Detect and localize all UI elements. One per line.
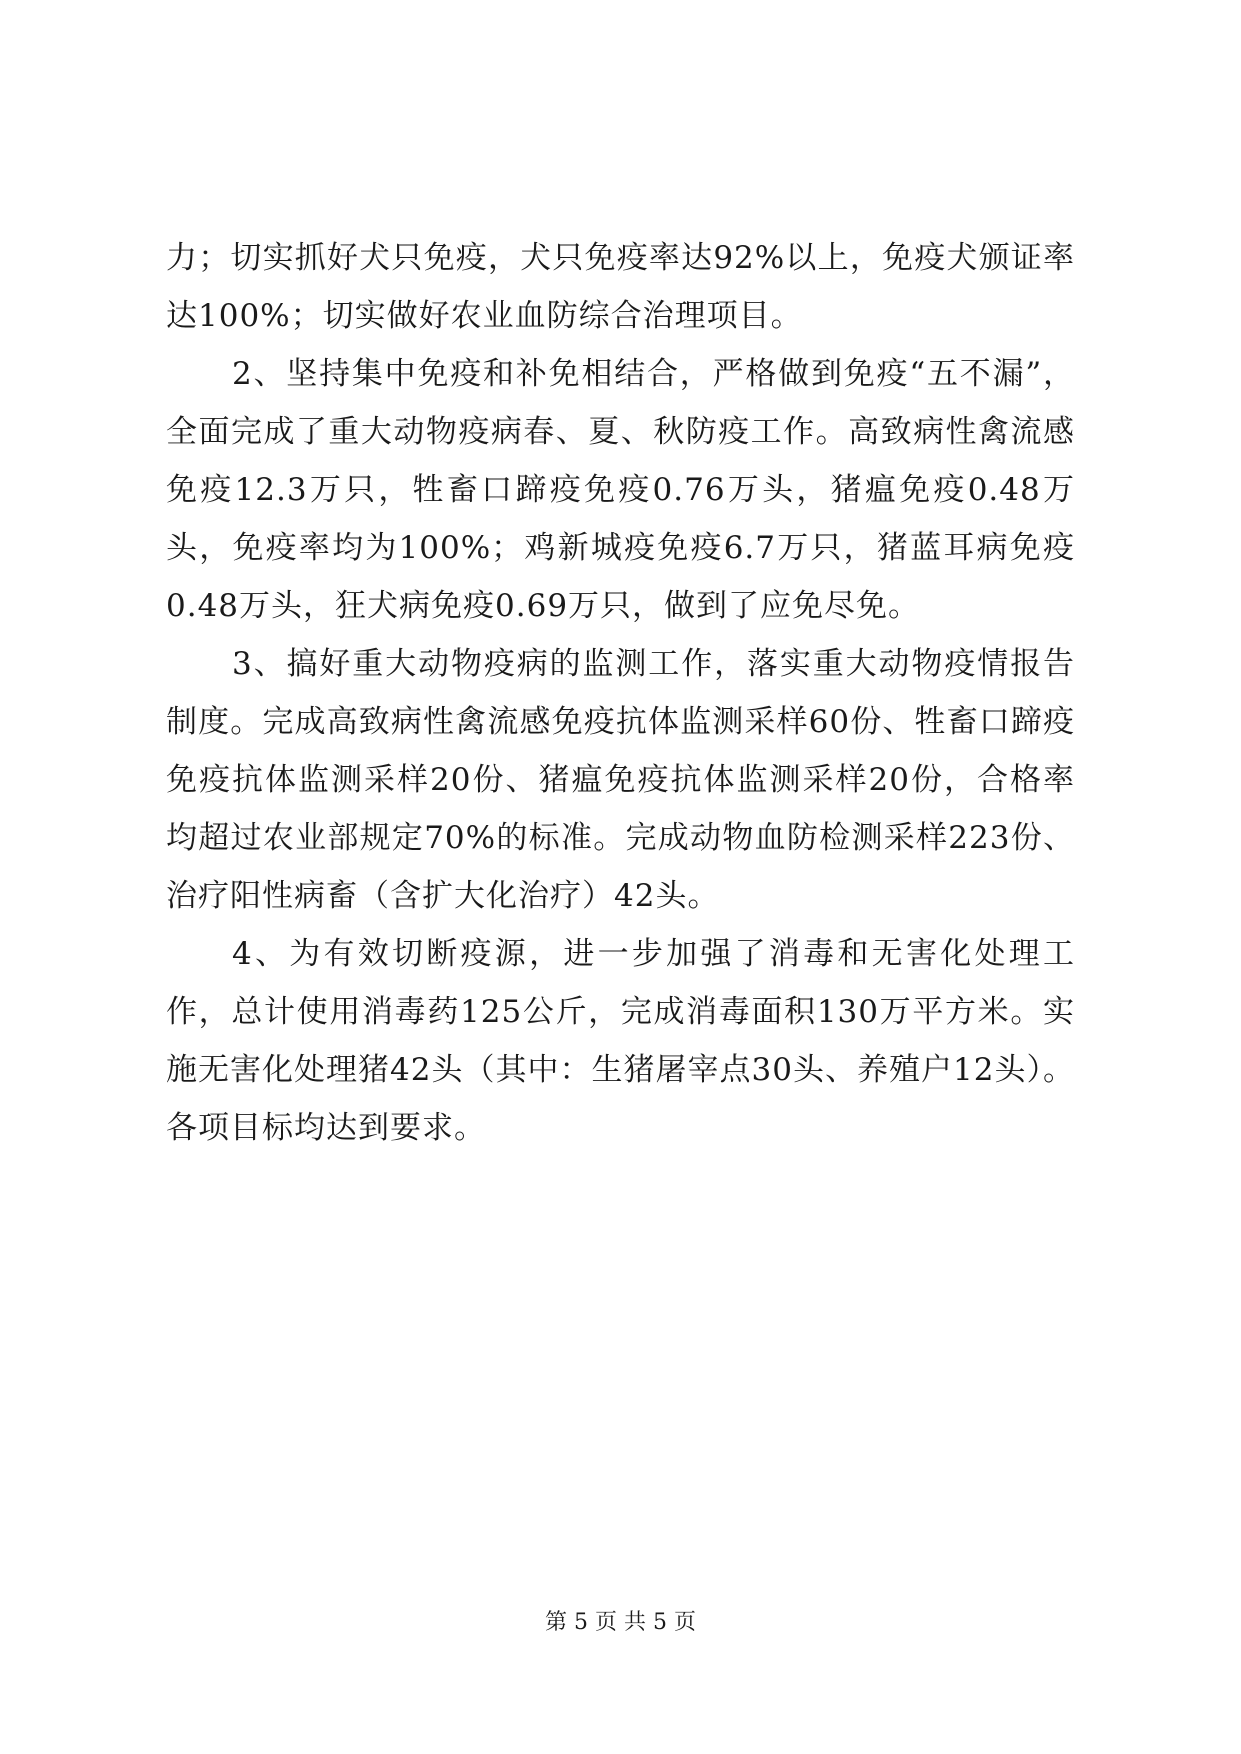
- document-body: [166, 229, 1075, 1157]
- paragraph-item-3: 3、搞好重大动物疫病的监测工作，落实重大动物疫情报告制度。完成高致病性禽流感免疫抗体监测采样60份、牲畜口蹄疫免疫抗体监测采样20份、猪瘟免疫抗体监测采样20份，合格率均超过农业部规定70%的标准。完成动物血防检测采样223份、治疗阳性病畜（含扩大化治疗）42头。: [166, 646, 1075, 914]
- paragraph-item-2: 2、坚持集中免疫和补免相结合，严格做到免疫“五不漏”，全面完成了重大动物疫病春、夏、秋防疫工作。高致病性禽流感免疫12.3万只，牲畜口蹄疫免疫0.76万头，猪瘟免疫0.48万头，免疫率均为100%；鸡新城疫免疫6.7万只，猪蓝耳病免疫0.48万头，狂犬病免疫0.69万只，做到了应免尽免。: [166, 356, 1075, 624]
- paragraph-item-4: 4、为有效切断疫源，进一步加强了消毒和无害化处理工作，总计使用消毒药125公斤，完成消毒面积130万平方米。实施无害化处理猪42头（其中：生猪屠宰点30头、养殖户12头）。各项目标均达到要求。: [166, 936, 1075, 1146]
- paragraph-continuation: 力；切实抓好犬只免疫，犬只免疫率达92%以上，免疫犬颁证率达100%；切实做好农业血防综合治理项目。: [166, 240, 1075, 334]
- page-number-footer: 第 5 页 共 5 页: [545, 1610, 696, 1635]
